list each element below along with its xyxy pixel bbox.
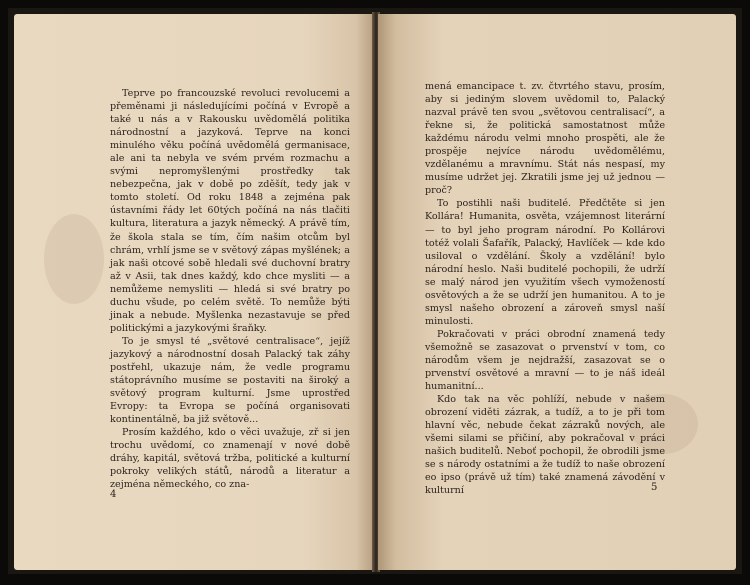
open-book bbox=[8, 8, 742, 574]
left-page-text bbox=[110, 87, 350, 491]
paper-stain bbox=[44, 214, 104, 304]
right-paragraph-4: Kdo tak na věc pohlíží, nebude v našem obrození viděti zázrak, a tudíž, a to je při tom hlavní věc, nebude čekat zázraků nových, ale všemi silami se přičiní, aby pokračoval v práci našich buditelů. Neboť pochopil, že obrodili jsme se s národy ostatními a že tudíž to naše obrození eo ipso (právě už tím) také znamená závodění v kulturní bbox=[425, 394, 665, 497]
right-paragraph-1: mená emancipace t. zv. čtvrtého stavu, prosím, aby si jediným slovem uvědomil to, Palacký nazval právě ten svou „světovou centralisací“, a řekne si, že politická samostatnost může každému národu velmi mnoho prospěti, ale že prospěje nejvíce národu uvědomělému, vzdělanému a mravnímu. Stát nás nespasí, my musíme udržet jej. Zkratili jsme jej už jednou — proč? bbox=[425, 81, 665, 197]
left-page bbox=[14, 14, 374, 570]
right-page-number: 5 bbox=[651, 482, 658, 493]
left-paragraph-3: Prosím každého, kdo o věci uvažuje, zř si jen trochu uvědomí, co znamenají v nové době dráhy, kapitál, světová tržba, politické a kulturní pokroky velikých států, národů a literatur a zejména německého, co zna- bbox=[110, 427, 350, 491]
left-paragraph-1: Teprve po francouzské revoluci revolucemi a přeměnami ji následujícími počíná v Evropě a také u nás a v Rakousku uvědomělá politika národnostní a jazyková. Teprve na konci minulého věku počíná uvědomělá germanisace, ale ani ta nebyla ve svém prvém rozmachu a svými nepromyšlenými prostředky tak nebezpečna, jak v době po zděšít, tedy jak v tomto století. Od roku 1848 a zejména pak ústavními řády let 60tých počíná na nás tlačiti kultura, literatura a jazyk německý. A právě tím, že škola stala se tím, čím našim otcům byl chrám, vrhlí jsme se v světový zápas myšlének; a jak naši otcové sobě hledali své duchovní bratry až v Asii, tak dnes každý, kdo chce mysliti — a nemůžeme nemysliti — hledá si své bratry po duchu všude, po celém světě. To nemůže býti jinak a nebude. Myšlenka nezastavuje se před politickými a jazykovými šraňky. bbox=[110, 88, 350, 334]
right-page bbox=[378, 14, 736, 570]
right-paragraph-3: Pokračovati v práci obrodní znamená tedy všemožně se zasazovat o prvenství v tom, co národům všem je nejdražší, zasazovat se o prvenství osvětové a mravní — to je náš ideál humanitní... bbox=[425, 328, 665, 393]
right-page-text bbox=[425, 80, 665, 498]
right-paragraph-2: To postihli naši buditelé. Předčtěte si jen Kollára! Humanita, osvěta, vzájemnost literární — to byl jeho program národní. Po Kollárovi totéž volali Šafařík, Palacký, Havlíček — kde kdo usiloval o vzdělání. Školy a vzdělání! bylo národní heslo. Naši buditelé pochopili, že udrží se malý národ jen využitím všech vymožeností osvětových a že se udrží jen humanitou. A to je smysl našeho obrození a zároveň smysl naší minulosti. bbox=[425, 198, 665, 327]
left-page-number: 4 bbox=[110, 489, 117, 500]
left-paragraph-2: To je smysl té „světové centralisace“, jejíž jazykový a národnostní dosah Palacký tak záhy postřehl, ukazuje nám, že vedle programu státoprávního musíme se postaviti na široký a světový program kulturní. Jsme uprostřed Evropy: ta Evropa se počíná organisovati kontinentálně, ba již světově... bbox=[110, 335, 350, 426]
